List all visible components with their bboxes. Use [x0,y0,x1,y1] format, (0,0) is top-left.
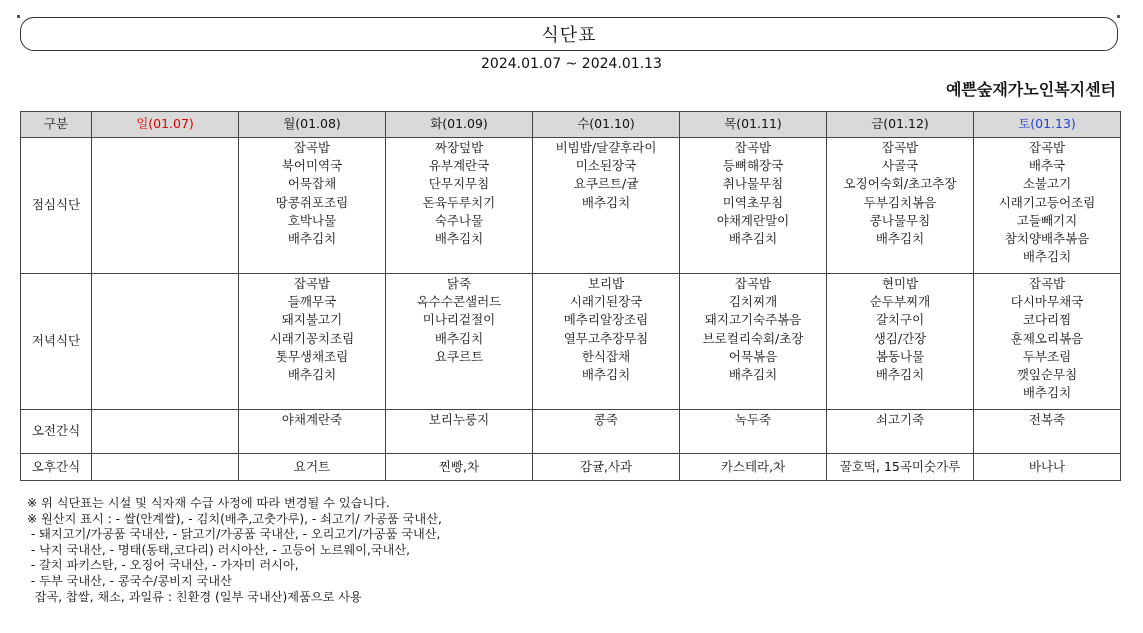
day-header-2: 화(01.09) [386,112,533,138]
menu-item: 짜장덮밥 [434,140,484,155]
menu-item: 깻잎순무침 [1016,367,1078,383]
menu-item: 감귤,사과 [579,459,633,475]
menu-item: 돼지불고기 [281,312,343,328]
day-header-6: 토(01.13) [974,112,1121,138]
menu-item: 오징어숙회/초고추장 [843,176,957,192]
menu-cell [974,138,1121,274]
menu-item: 취나물무침 [722,176,784,192]
menu-item: 땅콩쥐포조림 [275,194,349,210]
menu-item: 배추김치 [434,330,484,346]
menu-cell [92,138,239,274]
menu-item: 소불고기 [1022,176,1072,192]
menu-item: 배추김치 [1022,385,1072,401]
menu-item: 바나나 [1028,459,1066,475]
menu-item: 야채계란죽 [281,412,343,427]
menu-item: 배추김치 [728,367,778,383]
corner-mark-top-right [1117,15,1120,18]
menu-item: 잡곡밥 [1028,276,1066,291]
menu-cell [92,410,239,454]
menu-cell [386,274,533,410]
menu-item: 시래기꽁치조림 [269,330,355,346]
note-line: 잡곡, 찹쌀, 채소, 과일류 : 친환경 (일부 국내산)제품으로 사용 [27,589,362,604]
page-title: 식단표 [541,25,597,46]
day-header-1: 월(01.08) [239,112,386,138]
menu-item: 어묵볶음 [728,348,778,364]
menu-item: 콩나물무침 [869,212,931,228]
notes-section [27,496,442,605]
menu-cell [386,138,533,274]
menu-item: 미역초무침 [722,194,784,210]
day-header-0: 일(01.07) [92,112,239,138]
menu-item: 미소된장국 [575,158,637,174]
menu-item: 단무지무침 [428,176,490,192]
title-banner [20,17,1118,51]
menu-item: 옥수수콘샐러드 [416,294,502,310]
menu-item: 배추국 [1028,158,1066,174]
table-body [21,138,1121,481]
menu-cell [239,410,386,454]
menu-cell [386,410,533,454]
menu-item: 숙주나물 [434,212,484,228]
corner-mark-top-left [17,15,20,18]
menu-item: 요쿠르트/귤 [573,176,639,192]
menu-cell [239,138,386,274]
menu-item: 갈치구이 [875,312,925,328]
menu-cell [92,274,239,410]
menu-item: 두부조림 [1022,348,1072,364]
header-row [21,112,1121,138]
menu-cell [92,454,239,481]
menu-item: 전복죽 [1028,412,1066,427]
day-header-5: 금(01.12) [827,112,974,138]
meal-schedule-table [20,111,1121,481]
menu-cell [533,410,680,454]
menu-item: 브로컬리숙회/초장 [702,330,804,346]
menu-cell [239,274,386,410]
menu-item: 배추김치 [1022,249,1072,265]
menu-item: 쇠고기죽 [875,412,925,427]
menu-item: 닭죽 [446,276,472,291]
note-line: - 갈치 파키스탄, - 오징어 국내산, - 가자미 러시아, [27,558,299,573]
day-header-4: 목(01.11) [680,112,827,138]
menu-item: 돼지고기숙주볶음 [704,312,802,328]
menu-item: 배추김치 [581,367,631,383]
menu-item: 훈제오리볶음 [1010,330,1084,346]
row-label: 오후간식 [21,454,92,481]
menu-item: 배추김치 [434,231,484,247]
menu-cell [680,410,827,454]
meal-row-3 [21,454,1121,481]
menu-cell [533,274,680,410]
menu-item: 순두부찌개 [869,294,931,310]
menu-item: 잡곡밥 [1028,140,1066,155]
menu-item: 돈육두루치기 [422,194,496,210]
menu-cell [974,410,1121,454]
menu-cell [827,138,974,274]
menu-item: 요쿠르트 [434,348,484,364]
row-label: 저녁식단 [21,274,92,410]
menu-cell [827,410,974,454]
corner-header: 구분 [21,112,92,138]
menu-cell [827,274,974,410]
menu-item: 다시마무채국 [1010,294,1084,310]
menu-item: 미나리겉절이 [422,312,496,328]
menu-item: 두부김치볶음 [863,194,937,210]
menu-item: 호박나물 [287,212,337,228]
menu-item: 꿀호떡, 15곡미숫가루 [839,459,961,475]
menu-item: 배추김치 [875,231,925,247]
menu-cell [974,274,1121,410]
meal-row-1 [21,274,1121,410]
menu-item: 메추리알장조림 [563,312,649,328]
menu-item: 현미밥 [881,276,919,291]
menu-item: 톳무생채조림 [275,348,349,364]
menu-cell [533,138,680,274]
menu-item: 고들빼기지 [1016,212,1078,228]
menu-cell [680,454,827,481]
menu-item: 시래기된장국 [569,294,643,310]
note-line: - 낙지 국내산, - 명태(동태,코다리) 러시아산, - 고등어 노르웨이,국내산, [27,542,411,557]
menu-item: 배추김치 [287,231,337,247]
menu-item: 김치찌개 [728,294,778,310]
menu-item: 배추김치 [287,367,337,383]
menu-item: 사골국 [881,158,919,174]
menu-cell [533,454,680,481]
menu-item: 유부계란국 [428,158,490,174]
menu-item: 보리밥 [587,276,625,291]
menu-item: 들깨무국 [287,294,337,310]
menu-cell [680,138,827,274]
menu-item: 녹두죽 [734,412,772,427]
menu-item: 봄동나물 [875,348,925,364]
note-line: ※ 위 식단표는 시설 및 식자재 수급 사정에 따라 변경될 수 있습니다. [27,496,390,510]
menu-item: 찐빵,차 [438,459,480,475]
menu-item: 어묵잡채 [287,176,337,192]
menu-item: 잡곡밥 [881,140,919,155]
menu-item: 카스테라,차 [720,459,786,475]
organization-name: 예쁜숲재가노인복지센터 [945,80,1116,99]
meal-row-0 [21,138,1121,274]
row-label: 오전간식 [21,410,92,454]
menu-item: 참치양배추볶음 [1004,231,1090,247]
menu-cell [386,454,533,481]
menu-item: 보리누룽지 [428,412,490,427]
menu-item: 열무고추장무침 [563,330,649,346]
note-line: ※ 원산지 표시 : - 쌀(안계쌀), - 김치(배추,고춧가루), - 쇠고기/ 가공품 국내산, [27,511,442,526]
day-header-3: 수(01.10) [533,112,680,138]
menu-item: 생김/간장 [873,330,927,346]
menu-item: 시래기고등어조림 [998,194,1096,210]
menu-cell [239,454,386,481]
menu-item: 배추김치 [728,231,778,247]
menu-item: 코다리찜 [1022,312,1072,328]
menu-item: 한식잡채 [581,348,631,364]
menu-item: 잡곡밥 [734,276,772,291]
meal-row-2 [21,410,1121,454]
menu-item: 잡곡밥 [293,140,331,155]
menu-item: 비빔밥/달걀후라이 [555,140,657,155]
row-label: 점심식단 [21,138,92,274]
menu-cell [680,274,827,410]
menu-item: 야채계란말이 [716,212,790,228]
menu-item: 배추김치 [581,194,631,210]
menu-cell [827,454,974,481]
menu-item: 잡곡밥 [734,140,772,155]
menu-item: 잡곡밥 [293,276,331,291]
menu-cell [974,454,1121,481]
menu-item: 배추김치 [875,367,925,383]
menu-item: 콩죽 [593,412,619,427]
menu-item: 북어미역국 [281,158,343,174]
date-range: 2024.01.07 ~ 2024.01.13 [481,56,662,72]
note-line: - 두부 국내산, - 콩국수/콩비지 국내산 [27,573,232,588]
note-line: - 돼지고기/가공품 국내산, - 닭고기/가공품 국내산, - 오리고기/가공품 국내산, [27,527,441,542]
menu-item: 등뼈해장국 [722,158,784,174]
menu-item: 요거트 [293,459,331,475]
